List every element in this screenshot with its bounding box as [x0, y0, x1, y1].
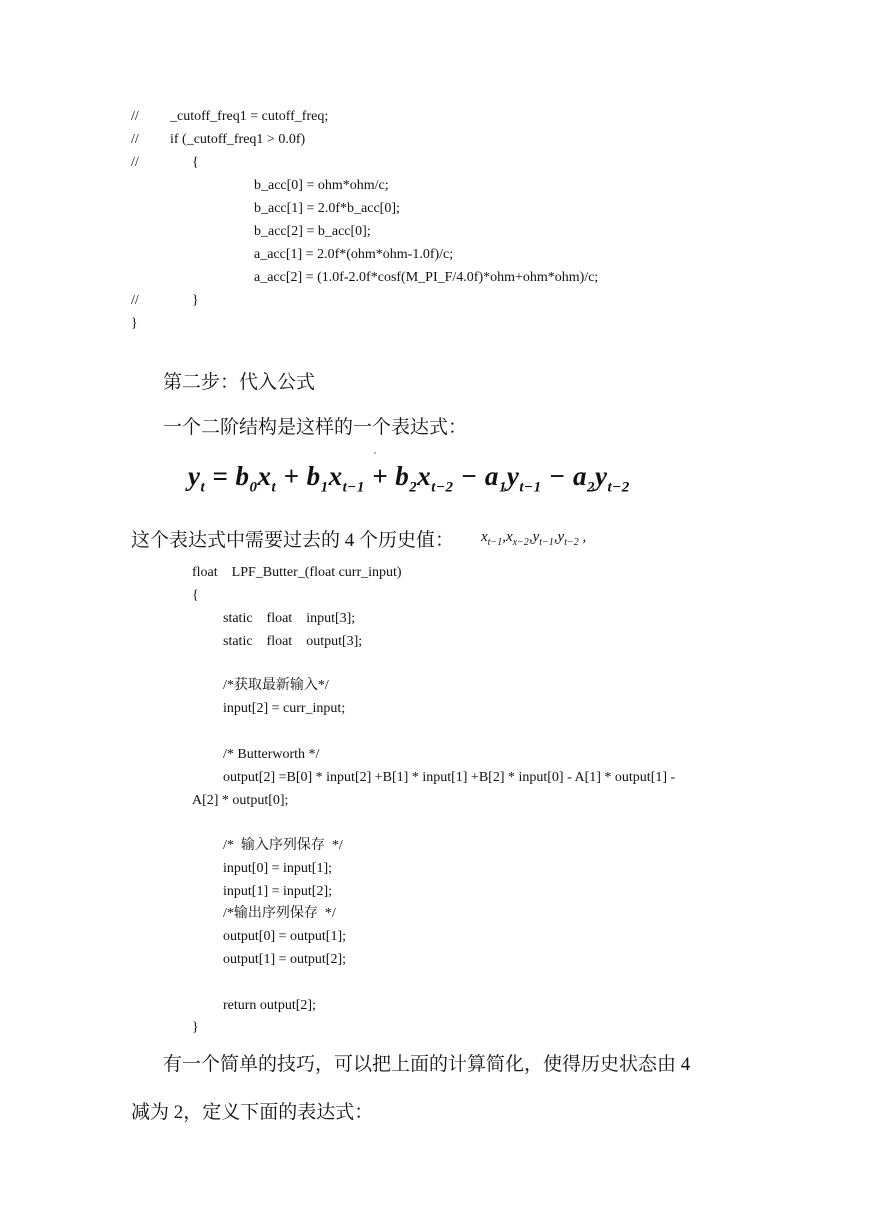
- code-line: }: [192, 1020, 199, 1035]
- paragraph-line: 有一个简单的技巧，可以把上面的计算简化，使得历史状态由 4: [163, 1054, 691, 1075]
- comment-marker: //: [131, 132, 139, 147]
- code-line: b_acc[0] = ohm*ohm/c;: [254, 178, 389, 193]
- history-variables: $x_{t-1},x_{x-2},y_{t-1},y_{t-2}$ ,: [481, 529, 587, 548]
- code-line: b_acc[1] = 2.0f*b_acc[0];: [254, 201, 400, 216]
- step-heading: 第二步：代入公式: [163, 372, 316, 393]
- code-comment: /*获取最新输入*/: [223, 678, 329, 693]
- code-line: static float output[3];: [223, 634, 363, 649]
- code-line: {: [192, 588, 199, 603]
- comment-marker: //: [131, 293, 139, 308]
- code-line: a_acc[2] = (1.0f-2.0f*cosf(M_PI_F/4.0f)*ohm+ohm*ohm)/c;: [254, 270, 599, 285]
- history-text: 这个表达式中需要过去的 4 个历史值：: [131, 530, 455, 551]
- intro-text: 一个二阶结构是这样的一个表达式：: [163, 417, 468, 438]
- paragraph-line: 减为 2，定义下面的表达式：: [131, 1102, 374, 1123]
- code-line: }: [192, 293, 199, 308]
- code-line: b_acc[2] = b_acc[0];: [254, 224, 371, 239]
- code-line: static float input[3];: [223, 611, 356, 626]
- code-line: output[0] = output[1];: [223, 929, 346, 944]
- code-line: _cutoff_freq1 = cutoff_freq;: [170, 109, 329, 124]
- speck: [374, 452, 376, 454]
- code-line: output[1] = output[2];: [223, 952, 346, 967]
- function-signature: float LPF_Butter_(float curr_input): [192, 565, 402, 580]
- code-line: return output[2];: [223, 998, 316, 1013]
- code-line: A[2] * output[0];: [192, 793, 289, 808]
- code-comment: /* 输入序列保存 */: [223, 838, 343, 853]
- comment-marker: //: [131, 155, 139, 170]
- difference-equation: $y_t = b_0x_t + b_1x_{t-1} + b_2x_{t-2} - a_1y_{t-1} - a_2y_{t-2}$: [188, 461, 630, 496]
- code-line: if (_cutoff_freq1 > 0.0f): [170, 132, 306, 147]
- code-line: a_acc[1] = 2.0f*(ohm*ohm-1.0f)/c;: [254, 247, 454, 262]
- code-line: output[2] =B[0] * input[2] +B[1] * input[1] +B[2] * input[0] - A[1] * output[1] -: [223, 770, 676, 785]
- code-comment: /* Butterworth */: [223, 747, 320, 762]
- code-line: {: [192, 155, 199, 170]
- code-comment: /*输出序列保存 */: [223, 906, 336, 921]
- code-line: input[2] = curr_input;: [223, 701, 346, 716]
- code-line: input[0] = input[1];: [223, 861, 332, 876]
- code-line: }: [131, 316, 138, 331]
- code-line: input[1] = input[2];: [223, 884, 332, 899]
- comment-marker: //: [131, 109, 139, 124]
